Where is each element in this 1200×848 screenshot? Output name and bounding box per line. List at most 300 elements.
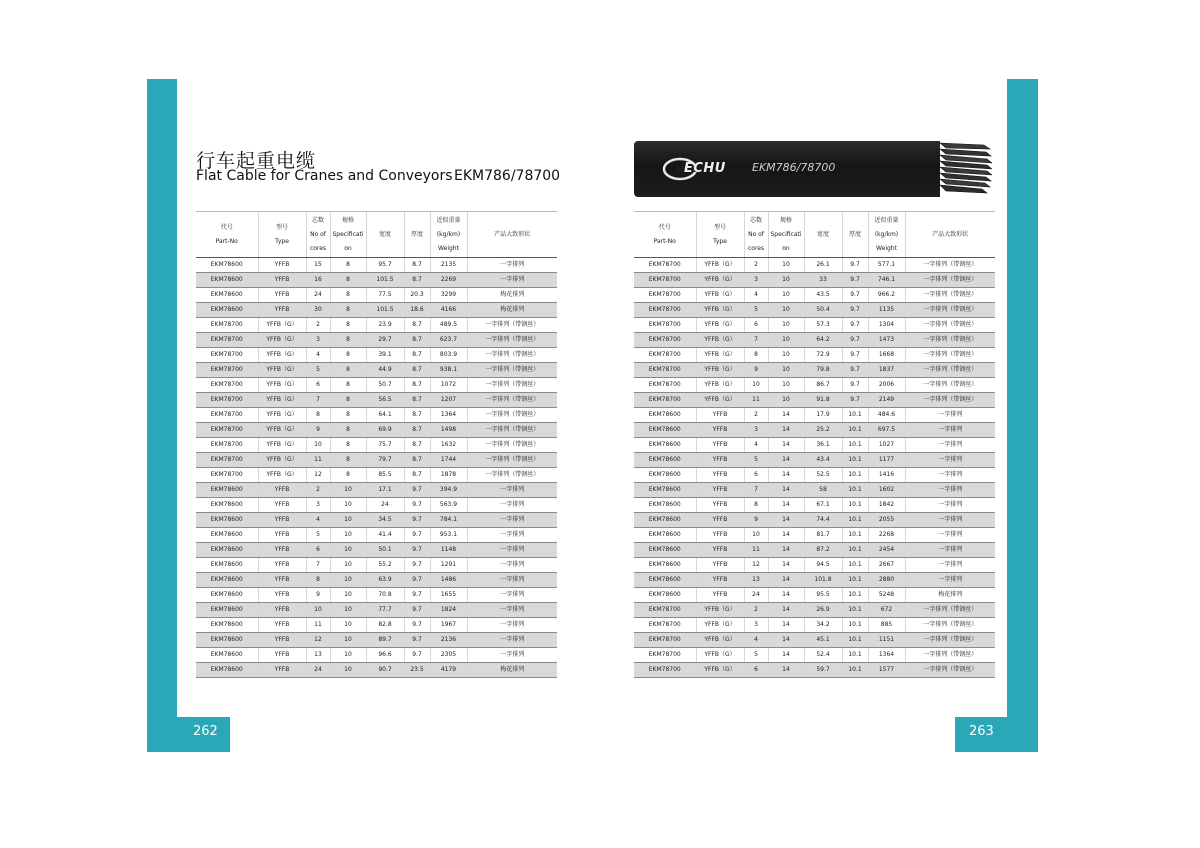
cell-thickness: 10.1	[842, 543, 868, 558]
cell-shape: 一字排列（带钢丝）	[905, 333, 995, 348]
table-row	[634, 408, 995, 423]
cell-width: 69.9	[366, 423, 404, 438]
table-row	[196, 498, 557, 513]
cell-type: YFFB（G）	[696, 378, 744, 393]
cell-cores: 7	[306, 558, 330, 573]
cell-weight: 1632	[430, 438, 467, 453]
cell-shape: 一字排列	[467, 528, 557, 543]
cell-cores: 16	[306, 273, 330, 288]
cell-weight: 966.2	[868, 288, 905, 303]
cell-thickness: 10.1	[842, 408, 868, 423]
cell-shape: 一字排列（带钢丝）	[905, 378, 995, 393]
cell-cores: 11	[744, 543, 768, 558]
column-header-line: 型号	[275, 223, 288, 231]
table-row	[634, 618, 995, 633]
cell-specification: 8	[330, 393, 366, 408]
cell-cores: 6	[744, 318, 768, 333]
cell-part-no: EKM78700	[634, 603, 696, 618]
column-header-line: No of	[748, 230, 764, 238]
page-title-english: Flat Cable for Cranes and Conveyors	[196, 168, 453, 184]
cell-shape: 一字排列（带钢丝）	[467, 438, 557, 453]
cell-weight: 2667	[868, 558, 905, 573]
cell-weight: 1151	[868, 633, 905, 648]
cell-thickness: 9.7	[404, 543, 430, 558]
column-header-shape	[467, 212, 557, 258]
cell-type: YFFB（G）	[696, 258, 744, 273]
cell-part-no: EKM78700	[634, 258, 696, 273]
cell-type: YFFB	[258, 618, 306, 633]
column-header-line: cores	[747, 244, 765, 252]
cell-shape: 一字排列（带钢丝）	[467, 348, 557, 363]
cell-cores: 7	[306, 393, 330, 408]
cell-specification: 10	[330, 543, 366, 558]
column-header-line: 厚度	[410, 230, 423, 238]
cell-type: YFFB	[696, 588, 744, 603]
cell-specification: 14	[768, 498, 804, 513]
cell-specification: 10	[768, 393, 804, 408]
cell-weight: 484.6	[868, 408, 905, 423]
cell-type: YFFB	[696, 423, 744, 438]
cell-part-no: EKM78700	[634, 393, 696, 408]
cell-shape: 一字排列（带钢丝）	[905, 648, 995, 663]
cell-shape: 一字排列（带钢丝）	[905, 303, 995, 318]
table-row	[196, 378, 557, 393]
column-header-type	[258, 212, 306, 258]
table-row	[634, 588, 995, 603]
column-header-line: 代号	[220, 223, 233, 231]
table-row	[196, 483, 557, 498]
column-header-line: Type	[275, 237, 289, 245]
cell-thickness: 9.7	[842, 258, 868, 273]
cell-specification: 10	[330, 573, 366, 588]
cell-type: YFFB	[258, 573, 306, 588]
cell-thickness: 10.1	[842, 558, 868, 573]
cell-width: 23.9	[366, 318, 404, 333]
cell-thickness: 9.7	[404, 603, 430, 618]
column-header-line: 产品大致形状	[932, 230, 969, 238]
cell-part-no: EKM78700	[196, 423, 258, 438]
cell-width: 79.8	[804, 363, 842, 378]
cell-type: YFFB	[258, 288, 306, 303]
cell-width: 64.1	[366, 408, 404, 423]
cell-cores: 2	[744, 603, 768, 618]
cell-cores: 5	[744, 303, 768, 318]
cell-thickness: 9.7	[842, 348, 868, 363]
table-row	[634, 348, 995, 363]
cell-part-no: EKM78600	[634, 408, 696, 423]
cell-specification: 10	[768, 348, 804, 363]
cell-part-no: EKM78600	[634, 558, 696, 573]
cell-shape: 一字排列	[905, 423, 995, 438]
cell-weight: 1364	[430, 408, 467, 423]
table-row	[196, 528, 557, 543]
cell-type: YFFB	[258, 648, 306, 663]
cell-shape: 一字排列	[467, 558, 557, 573]
cell-thickness: 8.7	[404, 318, 430, 333]
cell-type: YFFB（G）	[258, 378, 306, 393]
cell-thickness: 9.7	[842, 288, 868, 303]
table-row	[196, 393, 557, 408]
column-header-line: 宽度	[378, 230, 391, 238]
cell-thickness: 9.7	[404, 498, 430, 513]
cell-width: 29.7	[366, 333, 404, 348]
cell-width: 101.8	[804, 573, 842, 588]
cell-part-no: EKM78600	[196, 648, 258, 663]
table-row	[196, 303, 557, 318]
table-row	[634, 528, 995, 543]
table-row	[196, 558, 557, 573]
table-row	[196, 618, 557, 633]
table-row	[634, 663, 995, 678]
column-header-line: 近似重量	[436, 216, 461, 224]
cell-type: YFFB（G）	[258, 408, 306, 423]
cell-width: 56.5	[366, 393, 404, 408]
cell-width: 63.9	[366, 573, 404, 588]
cell-part-no: EKM78700	[196, 438, 258, 453]
cell-type: YFFB（G）	[258, 333, 306, 348]
cell-thickness: 9.7	[842, 363, 868, 378]
cell-type: YFFB	[258, 303, 306, 318]
cell-weight: 563.9	[430, 498, 467, 513]
column-header-part-no	[634, 212, 696, 258]
cell-specification: 10	[768, 258, 804, 273]
cell-type: YFFB（G）	[696, 618, 744, 633]
cell-specification: 10	[330, 618, 366, 633]
cell-thickness: 8.7	[404, 468, 430, 483]
cell-weight: 1668	[868, 348, 905, 363]
cell-shape: 一字排列（带钢丝）	[467, 453, 557, 468]
cell-type: YFFB	[258, 543, 306, 558]
cell-width: 34.2	[804, 618, 842, 633]
cell-weight: 1824	[430, 603, 467, 618]
cell-width: 52.4	[804, 648, 842, 663]
cell-part-no: EKM78600	[634, 468, 696, 483]
cell-width: 87.2	[804, 543, 842, 558]
cell-shape: 一字排列	[467, 483, 557, 498]
cell-part-no: EKM78600	[634, 438, 696, 453]
cell-shape: 一字排列	[467, 588, 557, 603]
table-row	[634, 603, 995, 618]
cell-type: YFFB（G）	[696, 333, 744, 348]
table-row	[634, 273, 995, 288]
cell-cores: 12	[306, 468, 330, 483]
cell-width: 43.4	[804, 453, 842, 468]
cell-specification: 14	[768, 468, 804, 483]
cell-type: YFFB	[258, 273, 306, 288]
cell-shape: 一字排列	[905, 468, 995, 483]
cell-part-no: EKM78600	[196, 558, 258, 573]
cell-type: YFFB	[696, 543, 744, 558]
cell-weight: 746.1	[868, 273, 905, 288]
column-header-specification	[330, 212, 366, 258]
cell-specification: 10	[768, 318, 804, 333]
table-row	[196, 468, 557, 483]
column-header-line: 芯数	[311, 216, 324, 224]
cell-cores: 9	[306, 423, 330, 438]
cell-part-no: EKM78600	[634, 483, 696, 498]
table-row	[196, 438, 557, 453]
cell-weight: 1655	[430, 588, 467, 603]
cell-cores: 2	[306, 318, 330, 333]
column-header-line: 规格	[779, 216, 792, 224]
cell-type: YFFB（G）	[696, 393, 744, 408]
left-page-accent-bar	[147, 79, 177, 752]
cell-part-no: EKM78600	[196, 573, 258, 588]
cell-part-no: EKM78600	[196, 273, 258, 288]
table-row	[196, 408, 557, 423]
cell-shape: 一字排列	[467, 258, 557, 273]
cell-weight: 697.5	[868, 423, 905, 438]
cell-specification: 10	[330, 633, 366, 648]
column-header-width	[366, 212, 404, 258]
cell-thickness: 8.7	[404, 453, 430, 468]
cell-shape: 一字排列	[905, 438, 995, 453]
cell-specification: 8	[330, 378, 366, 393]
column-header-line: No of	[310, 230, 326, 238]
cell-thickness: 10.1	[842, 483, 868, 498]
column-header-line: 规格	[341, 216, 354, 224]
cell-width: 59.7	[804, 663, 842, 678]
cell-type: YFFB	[696, 528, 744, 543]
cell-shape: 一字排列	[467, 618, 557, 633]
cell-specification: 8	[330, 288, 366, 303]
table-row	[196, 258, 557, 273]
column-header-line: Weight	[438, 244, 459, 252]
cell-thickness: 9.7	[842, 378, 868, 393]
cell-cores: 4	[306, 513, 330, 528]
right-spec-table	[634, 211, 995, 678]
cell-thickness: 8.7	[404, 258, 430, 273]
cell-width: 43.5	[804, 288, 842, 303]
cell-shape: 一字排列	[467, 573, 557, 588]
cell-weight: 2136	[430, 633, 467, 648]
cell-specification: 14	[768, 453, 804, 468]
cell-type: YFFB	[258, 603, 306, 618]
cell-cores: 3	[744, 423, 768, 438]
cell-shape: 一字排列（带钢丝）	[467, 393, 557, 408]
cell-part-no: EKM78700	[196, 453, 258, 468]
cell-part-no: EKM78600	[196, 588, 258, 603]
cell-width: 90.7	[366, 663, 404, 678]
cell-specification: 8	[330, 408, 366, 423]
column-header-line: 代号	[658, 223, 671, 231]
left-page-number: 262	[193, 724, 218, 739]
cell-cores: 3	[306, 333, 330, 348]
column-header-line: Specificati	[770, 230, 802, 238]
cell-cores: 2	[744, 408, 768, 423]
cell-part-no: EKM78600	[634, 498, 696, 513]
cell-width: 39.1	[366, 348, 404, 363]
cell-thickness: 9.7	[842, 303, 868, 318]
cell-width: 79.7	[366, 453, 404, 468]
cell-shape: 一字排列（带钢丝）	[905, 363, 995, 378]
cell-weight: 2269	[430, 273, 467, 288]
cell-type: YFFB	[258, 498, 306, 513]
table-row	[196, 333, 557, 348]
cell-specification: 8	[330, 258, 366, 273]
column-header-thickness	[404, 212, 430, 258]
cell-part-no: EKM78600	[196, 603, 258, 618]
cell-weight: 394.9	[430, 483, 467, 498]
column-header-weight	[868, 212, 905, 258]
cell-part-no: EKM78600	[196, 498, 258, 513]
cell-width: 64.2	[804, 333, 842, 348]
cell-shape: 一字排列（带钢丝）	[467, 408, 557, 423]
cell-part-no: EKM78600	[634, 423, 696, 438]
cell-part-no: EKM78600	[196, 543, 258, 558]
cell-specification: 10	[330, 603, 366, 618]
cell-weight: 2880	[868, 573, 905, 588]
cell-specification: 10	[330, 528, 366, 543]
cell-specification: 8	[330, 333, 366, 348]
cell-cores: 10	[306, 438, 330, 453]
cell-specification: 8	[330, 453, 366, 468]
cell-cores: 13	[744, 573, 768, 588]
cell-specification: 14	[768, 423, 804, 438]
cell-type: YFFB	[258, 528, 306, 543]
table-row	[196, 573, 557, 588]
cell-cores: 3	[744, 273, 768, 288]
cell-part-no: EKM78700	[196, 318, 258, 333]
cell-thickness: 10.1	[842, 573, 868, 588]
cell-weight: 1837	[868, 363, 905, 378]
cell-width: 96.6	[366, 648, 404, 663]
cell-specification: 10	[768, 273, 804, 288]
cell-cores: 5	[306, 528, 330, 543]
cell-part-no: EKM78700	[634, 618, 696, 633]
cable-cores-end-icon	[940, 141, 992, 197]
cell-shape: 一字排列（带钢丝）	[905, 258, 995, 273]
cell-type: YFFB（G）	[258, 453, 306, 468]
cell-cores: 11	[306, 618, 330, 633]
cell-thickness: 9.7	[404, 513, 430, 528]
column-header-line: on	[344, 244, 352, 252]
cell-specification: 14	[768, 483, 804, 498]
column-header-width	[804, 212, 842, 258]
cell-weight: 938.1	[430, 363, 467, 378]
cell-thickness: 8.7	[404, 333, 430, 348]
cell-shape: 一字排列（带钢丝）	[905, 273, 995, 288]
cell-weight: 1498	[430, 423, 467, 438]
cell-weight: 803.9	[430, 348, 467, 363]
cell-type: YFFB（G）	[258, 423, 306, 438]
cell-weight: 1486	[430, 573, 467, 588]
cell-specification: 14	[768, 663, 804, 678]
cell-thickness: 10.1	[842, 618, 868, 633]
cell-shape: 一字排列	[467, 633, 557, 648]
table-row	[634, 573, 995, 588]
cell-cores: 4	[744, 438, 768, 453]
cell-weight: 2305	[430, 648, 467, 663]
cell-thickness: 8.7	[404, 438, 430, 453]
cell-weight: 2006	[868, 378, 905, 393]
page-title-model: EKM786/78700	[454, 168, 561, 184]
cell-thickness: 10.1	[842, 468, 868, 483]
cell-type: YFFB（G）	[696, 603, 744, 618]
cell-width: 44.9	[366, 363, 404, 378]
table-row	[634, 648, 995, 663]
cell-thickness: 10.1	[842, 423, 868, 438]
cell-width: 50.4	[804, 303, 842, 318]
cell-part-no: EKM78600	[634, 513, 696, 528]
cell-thickness: 10.1	[842, 513, 868, 528]
column-header-cores	[306, 212, 330, 258]
cell-width: 45.1	[804, 633, 842, 648]
cell-shape: 梅花排列	[467, 303, 557, 318]
cell-thickness: 9.7	[842, 333, 868, 348]
cell-part-no: EKM78700	[634, 318, 696, 333]
right-page-accent-bar	[1007, 79, 1038, 752]
cell-part-no: EKM78700	[634, 363, 696, 378]
cell-shape: 一字排列（带钢丝）	[467, 318, 557, 333]
cell-specification: 14	[768, 543, 804, 558]
cell-thickness: 8.7	[404, 423, 430, 438]
cell-width: 75.7	[366, 438, 404, 453]
cell-cores: 8	[306, 573, 330, 588]
cell-type: YFFB（G）	[258, 363, 306, 378]
cell-part-no: EKM78600	[634, 588, 696, 603]
cell-weight: 1027	[868, 438, 905, 453]
cell-specification: 10	[768, 333, 804, 348]
cell-part-no: EKM78700	[196, 348, 258, 363]
cell-specification: 14	[768, 588, 804, 603]
cell-width: 52.5	[804, 468, 842, 483]
cell-cores: 6	[306, 378, 330, 393]
cell-cores: 5	[306, 363, 330, 378]
cell-specification: 8	[330, 318, 366, 333]
cell-thickness: 8.7	[404, 273, 430, 288]
cell-width: 58	[804, 483, 842, 498]
cell-shape: 一字排列（带钢丝）	[905, 288, 995, 303]
table-row	[634, 378, 995, 393]
cell-part-no: EKM78600	[634, 573, 696, 588]
cell-part-no: EKM78700	[634, 303, 696, 318]
cell-thickness: 9.7	[404, 588, 430, 603]
cell-thickness: 10.1	[842, 633, 868, 648]
cell-thickness: 10.1	[842, 588, 868, 603]
cell-thickness: 8.7	[404, 393, 430, 408]
table-row	[634, 468, 995, 483]
cell-thickness: 10.1	[842, 453, 868, 468]
column-header-line: Part-No	[653, 237, 676, 245]
cell-thickness: 10.1	[842, 498, 868, 513]
cell-part-no: EKM78700	[634, 378, 696, 393]
table-row	[634, 513, 995, 528]
cell-shape: 梅花排列	[905, 588, 995, 603]
cell-specification: 8	[330, 438, 366, 453]
cell-specification: 8	[330, 468, 366, 483]
cell-cores: 7	[744, 333, 768, 348]
cell-cores: 4	[306, 348, 330, 363]
cell-shape: 一字排列	[905, 483, 995, 498]
cell-cores: 12	[744, 558, 768, 573]
cell-cores: 8	[306, 408, 330, 423]
cell-shape: 一字排列	[905, 408, 995, 423]
cell-shape: 一字排列（带钢丝）	[905, 603, 995, 618]
table-row	[634, 498, 995, 513]
cell-thickness: 10.1	[842, 663, 868, 678]
table-row	[196, 318, 557, 333]
cell-part-no: EKM78600	[196, 618, 258, 633]
left-spec-table	[196, 211, 557, 678]
column-header-shape	[905, 212, 995, 258]
table-header-row	[196, 212, 557, 258]
cell-shape: 一字排列（带钢丝）	[467, 468, 557, 483]
cell-width: 55.2	[366, 558, 404, 573]
cell-cores: 10	[744, 378, 768, 393]
cell-specification: 10	[330, 558, 366, 573]
column-header-line: Part-No	[215, 237, 238, 245]
